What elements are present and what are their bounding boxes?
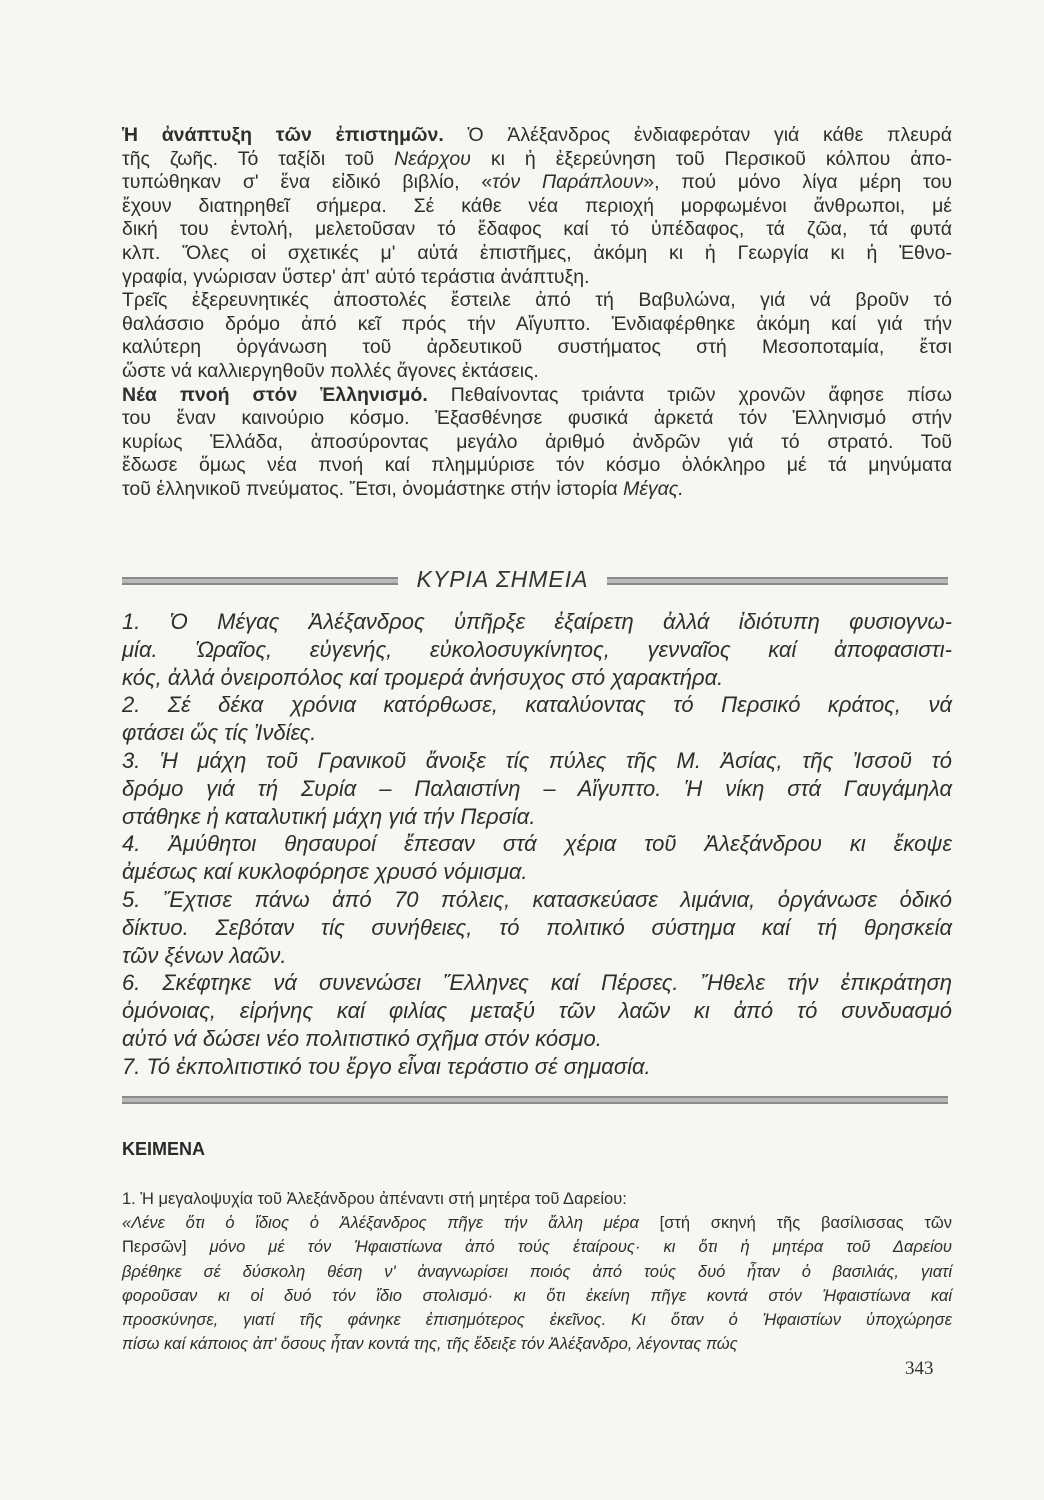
italic-run: «Λένε ὅτι ὁ ἴδιος ὁ Ἀλέξανδρος πῆγε τήν ἄλλη μέρα — [122, 1214, 660, 1233]
text-line — [122, 289, 952, 313]
text-line — [122, 747, 952, 775]
text-line — [122, 608, 952, 636]
key-points-heading: ΚΥΡΙΑ ΣΗΜΕΙΑ — [416, 566, 589, 592]
text-run: του ἕναν καινούριο κόσμο. Ἐξασθένησε φυσικά ἀρκετά τόν Ἑλληνισμό στήν — [122, 407, 952, 430]
text-run: [στή σκηνή τῆς βασίλισσας τῶν — [659, 1214, 952, 1233]
italic-run: τόν Παράπλουν — [492, 171, 644, 194]
text-run: τοῦ ἑλληνικοῦ πνεύματος. Ἔτσι, ὀνομάστηκε στήν ἱστορία — [122, 477, 624, 500]
body-text — [122, 124, 952, 502]
text-run: γραφία, γνώρισαν ὕστερ' ἀπ' αὐτό τεράστια ἀνάπτυξη. — [122, 265, 590, 288]
italic-run: κός, ἀλλά ὀνειροπόλος καί τρομερά ἀνήσυχος στό χαρακτήρα. — [122, 664, 724, 690]
text-line — [122, 942, 952, 970]
heading-rule-right — [607, 577, 948, 585]
text-line — [122, 636, 952, 664]
italic-run: Νεάρχου — [394, 147, 471, 170]
italic-run: αὐτό νά δώσει νέο πολιτιστικό σχῆμα στόν κόσμο. — [122, 1025, 602, 1051]
text-line — [122, 360, 952, 384]
text-line — [122, 1211, 952, 1235]
text-run: κλπ. Ὅλες οἱ σχετικές μ' αὐτά ἐπιστῆμες, ἀκόμη κι ἡ Γεωργία κι ἡ Ἐθνο- — [122, 241, 952, 264]
text-line — [122, 124, 952, 148]
page-number: 343 — [905, 1358, 934, 1379]
italic-run: βρέθηκε σέ δύσκολη θέση ν' ἀναγνωρίσει ποιός ἀπό τούς δυό ἦταν ὁ βασιλιάς, γιατί — [122, 1262, 952, 1281]
italic-run: 6. Σκέφτηκε νά συνενώσει Ἕλληνες καί Πέρσες. Ἤθελε τήν ἐπικράτηση — [122, 970, 952, 996]
text-line — [122, 969, 952, 997]
key-points-list — [122, 608, 952, 1081]
text-run: Τρεῖς ἐξερευνητικές ἀποστολές ἔστειλε ἀπό τή Βαβυλώνα, γιά νά βροῦν τό — [122, 289, 952, 312]
text-run: », πού μόνο λίγα μέρη του — [643, 171, 952, 194]
heading-rule-left — [122, 577, 398, 585]
italic-run: μόνο μέ τόν Ἡφαιστίωνα ἀπό τούς ἑταίρους· κι ὅτι ἡ μητέρα τοῦ Δαρείου — [186, 1238, 952, 1257]
text-run: ἔχουν διατηρηθεῖ σήμερα. Σέ κάθε νέα περιοχή μορφωμένοι ἄνθρωποι, μέ — [122, 194, 952, 217]
text-line — [122, 454, 952, 478]
italic-run: 5. Ἔχτισε πάνω ἀπό 70 πόλεις, κατασκεύασε λιμάνια, ὀργάνωσε ὁδικό — [122, 886, 952, 912]
text-line — [122, 195, 952, 219]
text-line — [122, 1284, 952, 1308]
italic-run: ὁμόνοιας, εἰρήνης καί φιλίας μεταξύ τῶν λαῶν κι ἀπό τό συνδυασμό — [122, 998, 952, 1024]
bold-heading-run: Νέα πνοή στόν Ἑλληνισμό. — [122, 383, 428, 406]
text-run: Πεθαίνοντας τριάντα τριῶν χρονῶν ἄφησε πίσω — [427, 383, 952, 406]
texts-heading: ΚΕΙΜΕΝΑ — [122, 1139, 206, 1159]
italic-run: 7. Τό ἐκπολιτιστικό του ἔργο εἶναι τεράστιο σέ σημασία. — [122, 1053, 651, 1079]
italic-run: προσκύνησε, γιατί τῆς φάνηκε ἐπισημότερος ἐκεῖνος. Κι ὅταν ὁ Ἡφαιστίων ὑποχώρησε — [122, 1310, 952, 1329]
italic-run: φτάσει ὥς τίς Ἰνδίες. — [122, 720, 317, 746]
text-line — [122, 830, 952, 858]
text-run: δική του ἐντολή, μελετοῦσαν τό ἔδαφος καί τό ὑπέδαφος, τά ζῶα, τά φυτά — [122, 218, 952, 241]
italic-run: δρόμο γιά τή Συρία – Παλαιστίνη – Αἴγυπτο. Ἡ νίκη στά Γαυγάμηλα — [122, 775, 952, 801]
text-line — [122, 691, 952, 719]
italic-run: πίσω καί κάποιος ἀπ' ὅσους ἦταν κοντά της, τῆς ἔδειξε τόν Ἀλέξανδρο, λέγοντας πώς — [122, 1335, 738, 1354]
text-run: ὥστε νά καλλιεργηθοῦν πολλές ἄγονες ἐκτάσεις. — [122, 359, 539, 382]
italic-run: τῶν ξένων λαῶν. — [122, 942, 287, 968]
text-run: 1. Ἡ μεγαλοψυχία τοῦ Ἀλεξάνδρου ἀπέναντι στή μητέρα τοῦ Δαρείου: — [122, 1190, 627, 1208]
text-run: κι ἡ ἐξερεύνηση τοῦ Περσικοῦ κόλπου ἀπο- — [470, 147, 952, 170]
text-run: καλύτερη ὀργάνωση τοῦ ἀρδευτικοῦ συστήματος στή Μεσοποταμία, ἔτσι — [122, 336, 952, 359]
text-line — [122, 431, 952, 455]
italic-run: 2. Σέ δέκα χρόνια κατόρθωσε, καταλύοντας τό Περσικό κράτος, νά — [122, 692, 952, 718]
italic-run: δίκτυο. Σεβόταν τίς συνήθειες, τό πολιτικό σύστημα καί τή θρησκεία — [122, 914, 952, 940]
text-line — [122, 1308, 952, 1332]
text-line — [122, 858, 952, 886]
text-line — [122, 478, 952, 502]
text-line — [122, 242, 952, 266]
text-run: τῆς ζωῆς. Τό ταξίδι τοῦ — [122, 147, 395, 170]
text-run: Ὁ Ἀλέξανδρος ἐνδιαφερόταν γιά κάθε πλευρά — [443, 124, 952, 146]
text-line — [122, 1235, 952, 1259]
text-run: τυπώθηκαν σ' ἕνα εἰδικό βιβλίο, « — [122, 171, 493, 194]
text-line — [122, 719, 952, 747]
italic-run: στάθηκε ἡ καταλυτική μάχη γιά τήν Περσία. — [122, 803, 536, 829]
text-line — [122, 1025, 952, 1053]
text-run: ἔδωσε ὅμως νέα πνοή καί πλημμύρισε τόν κόσμο ὁλόκληρο μέ τά μηνύματα — [122, 454, 952, 477]
italic-run: 4. Ἀμύθητοι θησαυροί ἔπεσαν στά χέρια τοῦ Ἀλεξάνδρου κι ἔκοψε — [122, 831, 952, 857]
text-line — [122, 313, 952, 337]
text-run: θαλάσσιο δρόμο ἀπό κεῖ πρός τήν Αἴγυπτο. Ἐνδιαφέρθηκε ἀκόμη καί γιά τήν — [122, 312, 952, 335]
source-texts — [122, 1187, 952, 1356]
text-line — [122, 1260, 952, 1284]
text-line — [122, 886, 952, 914]
text-line — [122, 407, 952, 431]
text-run: κυρίως Ἑλλάδα, ἀποσύροντας μεγάλο ἀριθμό ἀνδρῶν γιά τό στρατό. Τοῦ — [122, 430, 952, 453]
text-line — [122, 171, 952, 195]
italic-run: φοροῦσαν κι οἱ δυό τόν ἴδιο στολισμό· κι ὅτι ἐκείνη πῆγε κοντά στόν Ἡφαιστίωνα καί — [122, 1286, 952, 1305]
text-line — [122, 803, 952, 831]
text-line — [122, 336, 952, 360]
text-line — [122, 1332, 952, 1356]
section-rule — [122, 1096, 948, 1104]
italic-run: μία. Ὡραῖος, εὐγενής, εὐκολοσυγκίνητος, γενναῖος καί ἀποφασιστι- — [122, 636, 952, 662]
text-line — [122, 266, 952, 290]
text-line — [122, 914, 952, 942]
text-line — [122, 148, 952, 172]
italic-run: ἀμέσως καί κυκλοφόρησε χρυσό νόμισμα. — [122, 859, 528, 885]
text-line — [122, 384, 952, 408]
text-line — [122, 218, 952, 242]
text-run: Περσῶν] — [122, 1238, 187, 1257]
text-line — [122, 664, 952, 692]
bold-heading-run: Ἡ ἀνάπτυξη τῶν ἐπιστημῶν. — [122, 124, 444, 146]
text-line — [122, 1187, 952, 1211]
text-line — [122, 775, 952, 803]
italic-run: Μέγας. — [623, 477, 684, 500]
text-line — [122, 1053, 952, 1081]
text-line — [122, 997, 952, 1025]
italic-run: 1. Ὁ Μέγας Ἀλέξανδρος ὑπῆρξε ἐξαίρετη ἀλλά ἰδιότυπη φυσιογνω- — [122, 609, 952, 634]
italic-run: 3. Ἡ μάχη τοῦ Γρανικοῦ ἄνοιξε τίς πύλες τῆς Μ. Ἀσίας, τῆς Ἰσσοῦ τό — [122, 747, 952, 773]
